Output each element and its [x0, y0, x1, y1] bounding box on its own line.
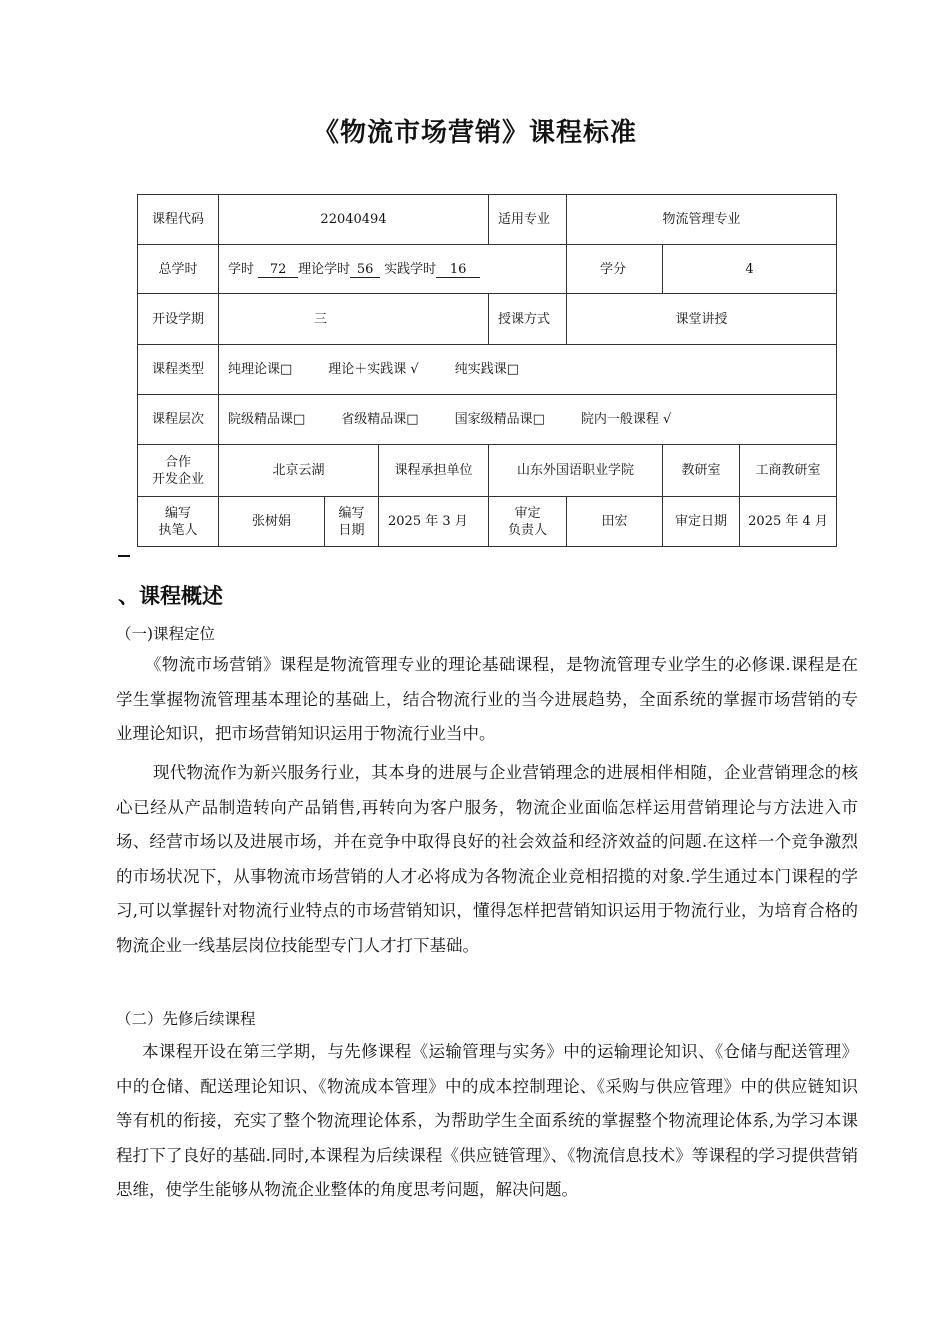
practice-hours-label: 实践学时 [384, 261, 437, 277]
unit-value: 山东外国语职业学院 [489, 445, 663, 497]
paragraph: 现代物流作为新兴服务行业，其本身的进展与企业营销理念的进展相伴相随，企业营销理念的核心已经从产品制造转向产品销售,再转向为客户服务，物流企业面临怎样运用营销理论与方法进入市场、经营市场以及进展市场，并在竞争中取得良好的社会效益和经济效益的问题.在这样一个竞争激烈的市场状况下，从事物流市场营销的人才必将成为各物流企业竞相招揽的对象.学生通过本门课程的学习,可以掌握针对物流行业特点的市场营销知识，懂得怎样把营销知识运用于物流行业，为培育合格的物流企业一线基层岗位技能型专门人才打下基础。 [116, 763, 858, 955]
subsection-heading: （二）先修后续课程 [116, 1010, 256, 1028]
hours-breakdown [219, 245, 567, 294]
section-heading: 、课程概述 [118, 584, 223, 608]
section-number-dash [118, 555, 130, 557]
course-level-option: 院级精品课□ [228, 412, 306, 427]
theory-hours: 56 [350, 262, 380, 278]
course-level-option: 院内一般课程 √ [580, 412, 672, 427]
course-type-option: 纯理论课□ [228, 362, 293, 377]
review-date-label: 审定日期 [663, 497, 740, 547]
reviewer-label [489, 497, 567, 547]
write-date-label-line2: 日期 [338, 522, 365, 538]
teaching-mode-label: 授课方式 [489, 294, 567, 345]
author-label [138, 497, 219, 547]
author-label-line1: 编写 [164, 505, 191, 521]
reviewer-label-line2: 负责人 [508, 522, 548, 538]
course-type-options [219, 345, 837, 395]
author-label-line2: 执笔人 [158, 522, 198, 538]
review-date-value: 2025 年 4 月 [740, 497, 837, 547]
credit-label: 学分 [567, 245, 663, 294]
semester-value: 三 [219, 294, 489, 345]
theory-hours-label: 理论学时 [298, 261, 351, 277]
coop-label-line1: 合作 [164, 454, 191, 470]
major-value: 物流管理专业 [567, 195, 837, 245]
office-label: 教研室 [663, 445, 740, 497]
table-row [138, 195, 837, 245]
table-row [138, 497, 837, 547]
credit-value: 4 [663, 245, 837, 294]
course-level-option: 国家级精品课□ [454, 412, 545, 427]
table-row [138, 445, 837, 497]
semester-label: 开设学期 [138, 294, 219, 345]
course-info-table [137, 194, 837, 547]
course-level-label: 课程层次 [138, 395, 219, 445]
course-level-option: 省级精品课□ [341, 412, 419, 427]
unit-label: 课程承担单位 [379, 445, 489, 497]
office-value: 工商教研室 [740, 445, 837, 497]
course-type-option: 纯实践课□ [454, 362, 520, 377]
reviewer-value: 田宏 [567, 497, 663, 547]
major-label: 适用专业 [489, 195, 567, 245]
coop-label [138, 445, 219, 497]
course-code-label: 课程代码 [138, 195, 219, 245]
page-title: 《物流市场营销》课程标准 [312, 118, 637, 148]
table-row [138, 294, 837, 345]
hours-total: 72 [258, 262, 298, 278]
total-hours-label: 总学时 [138, 245, 219, 294]
table-row [138, 245, 837, 294]
hours-prefix: 学时 [228, 261, 255, 277]
course-type-label: 课程类型 [138, 345, 219, 395]
teaching-mode-value: 课堂讲授 [567, 294, 837, 345]
author-value: 张树娟 [219, 497, 325, 547]
practice-hours: 16 [436, 262, 480, 278]
subsection-heading: （一)课程定位 [116, 625, 216, 643]
write-date-label-line1: 编写 [338, 505, 365, 521]
write-date-label [325, 497, 379, 547]
table-row [138, 345, 837, 395]
paragraph: 《物流市场营销》课程是物流管理专业的理论基础课程，是物流管理专业学生的必修课.课程是在学生掌握物流管理基本理论的基础上，结合物流行业的当今进展趋势，全面系统的掌握市场营销的专业理论知识，把市场营销知识运用于物流行业当中。 [116, 655, 858, 743]
course-level-options [219, 395, 837, 445]
reviewer-label-line1: 审定 [514, 505, 541, 521]
course-code-value: 22040494 [219, 195, 489, 245]
paragraph: 本课程开设在第三学期，与先修课程《运输管理与实务》中的运输理论知识、《仓储与配送管理》中的仓储、配送理论知识、《物流成本管理》中的成本控制理论、《采购与供应管理》中的供应链知识等有机的衔接，充实了整个物流理论体系，为帮助学生全面系统的掌握整个物流理论体系,为学习本课程打下了良好的基础.同时,本课程为后续课程《供应链管理》、《物流信息技术》等课程的学习提供营销思维，使学生能够从物流企业整体的角度思考问题，解决问题。 [116, 1042, 858, 1199]
coop-label-line2: 开发企业 [151, 471, 204, 487]
course-type-option: 理论＋实践课 √ [328, 362, 419, 377]
coop-company: 北京云湖 [219, 445, 379, 497]
table-row [138, 395, 837, 445]
write-date-value: 2025 年 3 月 [379, 497, 489, 547]
